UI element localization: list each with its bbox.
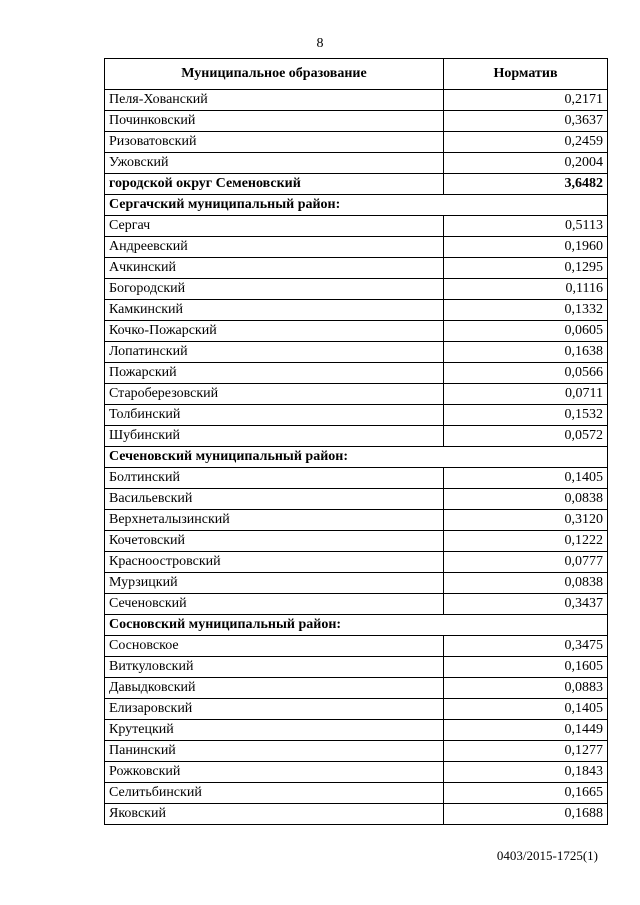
table-row bbox=[105, 489, 608, 510]
normative-value: 0,0711 bbox=[444, 384, 608, 405]
table-row bbox=[105, 699, 608, 720]
normative-value: 0,1843 bbox=[444, 762, 608, 783]
normative-value: 0,0883 bbox=[444, 678, 608, 699]
table-row bbox=[105, 510, 608, 531]
municipality-name: Сергач bbox=[105, 216, 444, 237]
table-row bbox=[105, 783, 608, 804]
municipality-name: Андреевский bbox=[105, 237, 444, 258]
municipality-name: Староберезовский bbox=[105, 384, 444, 405]
municipality-name: Лопатинский bbox=[105, 342, 444, 363]
normative-value: 0,1405 bbox=[444, 699, 608, 720]
table-row bbox=[105, 279, 608, 300]
normative-table bbox=[104, 58, 608, 825]
normative-value: 0,1665 bbox=[444, 783, 608, 804]
table-row bbox=[105, 468, 608, 489]
normative-value: 0,1405 bbox=[444, 468, 608, 489]
table-row bbox=[105, 657, 608, 678]
municipality-name: Сеченовский bbox=[105, 594, 444, 615]
municipality-name: Мурзицкий bbox=[105, 573, 444, 594]
table-row bbox=[105, 132, 608, 153]
section-row bbox=[105, 447, 608, 468]
table-row bbox=[105, 237, 608, 258]
municipality-name: Болтинский bbox=[105, 468, 444, 489]
municipality-name: Елизаровский bbox=[105, 699, 444, 720]
municipality-name: Пожарский bbox=[105, 363, 444, 384]
normative-value: 0,0838 bbox=[444, 489, 608, 510]
document-code: 0403/2015-1725(1) bbox=[496, 848, 598, 863]
section-title: Сергачский муниципальный район: bbox=[105, 195, 608, 216]
normative-value: 0,1449 bbox=[444, 720, 608, 741]
table-row bbox=[105, 300, 608, 321]
section-row bbox=[105, 615, 608, 636]
normative-value: 0,0566 bbox=[444, 363, 608, 384]
normative-value: 0,3437 bbox=[444, 594, 608, 615]
normative-value: 0,0605 bbox=[444, 321, 608, 342]
municipality-name: Яковский bbox=[105, 804, 444, 825]
table-row bbox=[105, 573, 608, 594]
municipality-name: Васильевский bbox=[105, 489, 444, 510]
table-row bbox=[105, 111, 608, 132]
municipality-name: Давыдковский bbox=[105, 678, 444, 699]
normative-value: 0,2171 bbox=[444, 90, 608, 111]
table-row bbox=[105, 153, 608, 174]
municipality-name: Шубинский bbox=[105, 426, 444, 447]
normative-value: 0,1532 bbox=[444, 405, 608, 426]
section-title: Сосновский муниципальный район: bbox=[105, 615, 608, 636]
municipality-name: Виткуловский bbox=[105, 657, 444, 678]
column-header-normative: Норматив bbox=[444, 59, 608, 90]
normative-value: 0,0777 bbox=[444, 552, 608, 573]
table-row bbox=[105, 762, 608, 783]
municipality-name: Верхнеталызинский bbox=[105, 510, 444, 531]
table-row bbox=[105, 405, 608, 426]
table-row bbox=[105, 678, 608, 699]
table-row bbox=[105, 531, 608, 552]
normative-value: 0,1605 bbox=[444, 657, 608, 678]
municipality-name: Камкинский bbox=[105, 300, 444, 321]
table-row bbox=[105, 216, 608, 237]
municipality-name: Ризоватовский bbox=[105, 132, 444, 153]
municipality-name: Рожковский bbox=[105, 762, 444, 783]
normative-value: 0,2004 bbox=[444, 153, 608, 174]
normative-value: 0,1295 bbox=[444, 258, 608, 279]
normative-value: 3,6482 bbox=[444, 174, 608, 195]
municipality-name: Богородский bbox=[105, 279, 444, 300]
table-row bbox=[105, 720, 608, 741]
table-row bbox=[105, 636, 608, 657]
table-row bbox=[105, 384, 608, 405]
normative-value: 0,3475 bbox=[444, 636, 608, 657]
column-header-municipality: Муниципальное образование bbox=[105, 59, 444, 90]
table-row bbox=[105, 90, 608, 111]
normative-value: 0,1222 bbox=[444, 531, 608, 552]
normative-value: 0,5113 bbox=[444, 216, 608, 237]
table-row bbox=[105, 174, 608, 195]
normative-value: 0,1960 bbox=[444, 237, 608, 258]
table-body bbox=[105, 90, 608, 825]
page-number: 8 bbox=[316, 36, 324, 51]
normative-value: 0,1277 bbox=[444, 741, 608, 762]
municipality-name: Пеля-Хованский bbox=[105, 90, 444, 111]
municipality-name: городской округ Семеновский bbox=[105, 174, 444, 195]
municipality-name: Селитьбинский bbox=[105, 783, 444, 804]
normative-value: 0,0838 bbox=[444, 573, 608, 594]
municipality-name: Кочетовский bbox=[105, 531, 444, 552]
table-row bbox=[105, 594, 608, 615]
municipality-name: Кочко-Пожарский bbox=[105, 321, 444, 342]
municipality-name: Крутецкий bbox=[105, 720, 444, 741]
normative-value: 0,3120 bbox=[444, 510, 608, 531]
table-row bbox=[105, 363, 608, 384]
normative-value: 0,1638 bbox=[444, 342, 608, 363]
municipality-name: Ужовский bbox=[105, 153, 444, 174]
table-row bbox=[105, 426, 608, 447]
normative-value: 0,1688 bbox=[444, 804, 608, 825]
municipality-name: Красноостровский bbox=[105, 552, 444, 573]
municipality-name: Ачкинский bbox=[105, 258, 444, 279]
table-row bbox=[105, 321, 608, 342]
table-header-row bbox=[105, 59, 608, 90]
municipality-name: Сосновское bbox=[105, 636, 444, 657]
municipality-name: Толбинский bbox=[105, 405, 444, 426]
table-row bbox=[105, 342, 608, 363]
table-row bbox=[105, 741, 608, 762]
section-title: Сеченовский муниципальный район: bbox=[105, 447, 608, 468]
table-row bbox=[105, 552, 608, 573]
municipality-name: Починковский bbox=[105, 111, 444, 132]
municipality-name: Панинский bbox=[105, 741, 444, 762]
section-row bbox=[105, 195, 608, 216]
normative-value: 0,0572 bbox=[444, 426, 608, 447]
table-row bbox=[105, 804, 608, 825]
normative-value: 0,2459 bbox=[444, 132, 608, 153]
normative-value: 0,1116 bbox=[444, 279, 608, 300]
normative-value: 0,3637 bbox=[444, 111, 608, 132]
table-row bbox=[105, 258, 608, 279]
normative-value: 0,1332 bbox=[444, 300, 608, 321]
